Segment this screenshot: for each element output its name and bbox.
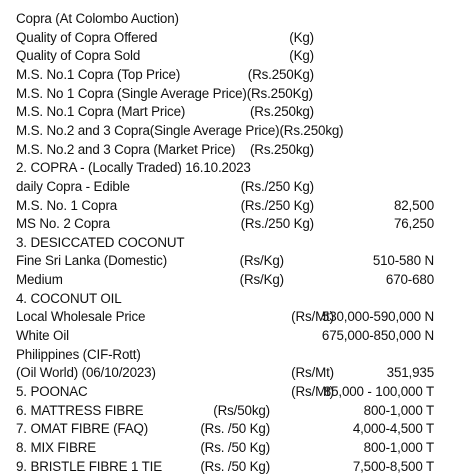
price-row bbox=[0, 458, 450, 476]
row-label: Quality of Copra Offered bbox=[16, 29, 158, 45]
price-row bbox=[0, 252, 450, 270]
price-row bbox=[0, 402, 450, 420]
row-label: MS No. 2 Copra bbox=[16, 216, 110, 232]
row-label: 3. DESICCATED COCONUT bbox=[16, 234, 185, 250]
row-label: 6. MATTRESS FIBRE bbox=[16, 402, 144, 418]
row-value: 4,000-4,500 T bbox=[352, 421, 434, 437]
price-row bbox=[0, 346, 450, 364]
row-unit: (Rs./250 Kg) bbox=[240, 216, 314, 232]
row-value: 510-580 N bbox=[372, 253, 434, 269]
row-value: 351,935 bbox=[386, 365, 434, 381]
row-value: 800-1,000 T bbox=[363, 402, 434, 418]
row-label: M.S. No.1 Copra (Top Price) bbox=[16, 66, 181, 82]
row-label: M.S. No. 1 Copra bbox=[16, 197, 118, 213]
row-label: 9. BRISTLE FIBRE 1 TIE bbox=[16, 458, 163, 474]
row-label: Quality of Copra Sold bbox=[16, 48, 141, 64]
row-label: 2. COPRA - (Locally Traded) 16.10.2023 bbox=[16, 160, 251, 176]
row-label: M.S. No.2 and 3 Copra(Single Average Price)(Rs.250kg) bbox=[16, 122, 344, 138]
price-row bbox=[0, 364, 450, 382]
price-row bbox=[0, 439, 450, 457]
row-label: Fine Sri Lanka (Domestic) bbox=[16, 253, 168, 269]
row-label: Philippines (CIF-Rott) bbox=[16, 346, 141, 362]
row-value: 85,000 - 100,000 T bbox=[323, 384, 434, 399]
row-value: 675,000-850,000 N bbox=[321, 328, 434, 344]
price-row bbox=[0, 271, 450, 289]
row-unit: (Rs.250Kg) bbox=[247, 66, 314, 82]
price-row bbox=[0, 420, 450, 438]
row-label: (Oil World) (06/10/2023) bbox=[16, 365, 156, 381]
row-label: 5. POONAC bbox=[16, 384, 88, 399]
price-row bbox=[0, 234, 450, 252]
row-value: 7,500-8,500 T bbox=[352, 458, 434, 474]
row-label: White Oil bbox=[16, 328, 69, 344]
row-unit: (Rs/Mt) bbox=[291, 309, 334, 325]
price-row bbox=[0, 66, 450, 84]
row-label: M.S. No.2 and 3 Copra (Market Price) bbox=[16, 141, 236, 157]
row-value: 800-1,000 T bbox=[363, 439, 434, 455]
row-unit: (Rs. /50 Kg) bbox=[200, 439, 270, 455]
row-label: Local Wholesale Price bbox=[16, 309, 146, 325]
row-unit: (Rs/Kg) bbox=[239, 253, 284, 269]
price-row bbox=[0, 10, 450, 28]
row-label: M.S. No.1 Copra (Mart Price) bbox=[16, 104, 186, 120]
price-row bbox=[0, 197, 450, 215]
row-unit: (Kg) bbox=[289, 48, 314, 64]
row-unit: (Rs. /50 Kg) bbox=[200, 421, 270, 437]
row-unit: (Rs./250 Kg) bbox=[240, 178, 314, 194]
price-row bbox=[0, 47, 450, 65]
price-row bbox=[0, 85, 450, 103]
row-label: 4. COCONUT OIL bbox=[16, 290, 122, 306]
row-label: M.S. No 1 Copra (Single Average Price)(Rs.250Kg) bbox=[16, 85, 313, 101]
price-row bbox=[0, 215, 450, 233]
row-value: 76,250 bbox=[393, 216, 434, 232]
row-label: Medium bbox=[16, 272, 63, 288]
row-unit: (Rs/Mt) bbox=[291, 384, 334, 399]
price-row bbox=[0, 327, 450, 345]
row-unit: (Rs/50kg) bbox=[213, 402, 270, 418]
row-value: 670-680 bbox=[385, 272, 434, 288]
price-row bbox=[0, 308, 450, 326]
row-label: daily Copra - Edible bbox=[16, 178, 130, 194]
row-value: 82,500 bbox=[393, 197, 434, 213]
price-row bbox=[0, 159, 450, 177]
row-label: Copra (At Colombo Auction) bbox=[16, 11, 179, 26]
row-unit: (Rs. /50 Kg) bbox=[200, 458, 270, 474]
row-label: 7. OMAT FIBRE (FAQ) bbox=[16, 421, 149, 437]
row-value: 530,000-590,000 N bbox=[321, 309, 434, 325]
price-row bbox=[0, 141, 450, 159]
row-unit: (Rs/Kg) bbox=[239, 272, 284, 288]
price-row bbox=[0, 122, 450, 140]
price-row bbox=[0, 178, 450, 196]
price-row bbox=[0, 290, 450, 308]
row-unit: (Rs./250 Kg) bbox=[240, 197, 314, 213]
price-row bbox=[0, 383, 450, 401]
row-label: 8. MIX FIBRE bbox=[16, 439, 97, 455]
price-row bbox=[0, 29, 450, 47]
row-unit: (Rs/Mt) bbox=[291, 365, 334, 381]
row-unit: (Rs.250kg) bbox=[250, 141, 314, 157]
price-row bbox=[0, 103, 450, 121]
row-unit: (Rs.250kg) bbox=[250, 104, 314, 120]
row-unit: (Kg) bbox=[289, 29, 314, 45]
